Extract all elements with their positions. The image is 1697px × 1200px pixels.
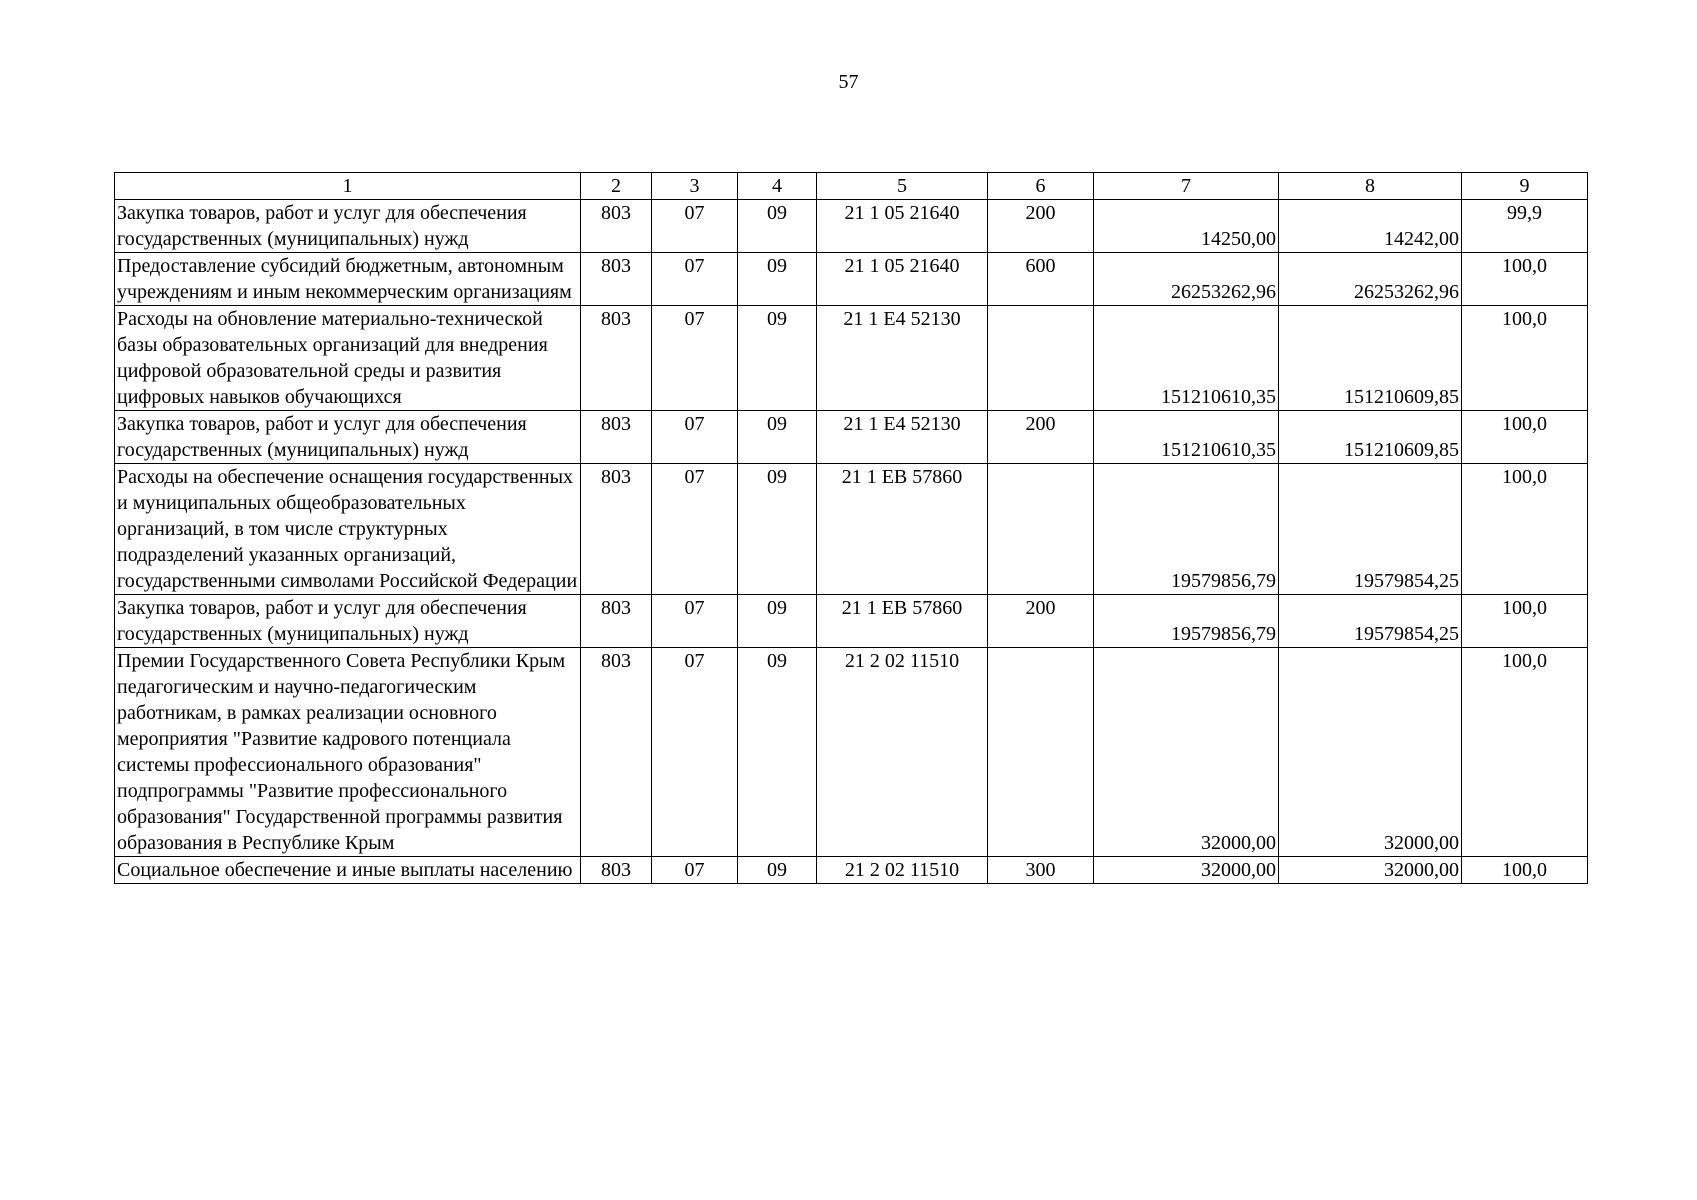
row-plan: 151210610,35 [1094, 411, 1279, 464]
row-pct: 100,0 [1462, 253, 1588, 306]
row-fact: 151210609,85 [1279, 306, 1462, 411]
row-name: Закупка товаров, работ и услуг для обеспечения государственных (муниципальных) нужд [115, 595, 581, 648]
row-rz: 07 [652, 857, 738, 884]
column-header: 9 [1462, 173, 1588, 200]
row-plan: 32000,00 [1094, 857, 1279, 884]
row-csr: 21 2 02 11510 [817, 857, 988, 884]
row-vr [988, 306, 1094, 411]
row-name: Расходы на обновление материально-технической базы образовательных организаций для внедрения цифровой образовательной среды и развития цифровых навыков обучающихся [115, 306, 581, 411]
row-fact: 151210609,85 [1279, 411, 1462, 464]
table-header-row [115, 173, 1588, 200]
row-pr: 09 [738, 857, 817, 884]
row-vr: 200 [988, 411, 1094, 464]
row-csr: 21 1 EB 57860 [817, 595, 988, 648]
column-header: 1 [115, 173, 581, 200]
row-pr: 09 [738, 253, 817, 306]
row-fact: 14242,00 [1279, 200, 1462, 253]
row-fact: 19579854,25 [1279, 464, 1462, 595]
row-name: Закупка товаров, работ и услуг для обеспечения государственных (муниципальных) нужд [115, 200, 581, 253]
row-name: Предоставление субсидий бюджетным, автономным учреждениям и иным некоммерческим организациям [115, 253, 581, 306]
row-plan: 19579856,79 [1094, 595, 1279, 648]
row-ved: 803 [581, 200, 652, 253]
row-pr: 09 [738, 200, 817, 253]
row-pct: 100,0 [1462, 648, 1588, 857]
row-vr [988, 464, 1094, 595]
row-vr [988, 648, 1094, 857]
column-header: 3 [652, 173, 738, 200]
column-header: 2 [581, 173, 652, 200]
row-ved: 803 [581, 411, 652, 464]
row-pct: 99,9 [1462, 200, 1588, 253]
row-csr: 21 1 05 21640 [817, 253, 988, 306]
page-number: 57 [838, 71, 859, 93]
row-fact: 19579854,25 [1279, 595, 1462, 648]
row-rz: 07 [652, 595, 738, 648]
row-plan: 26253262,96 [1094, 253, 1279, 306]
row-vr: 200 [988, 595, 1094, 648]
row-csr: 21 2 02 11510 [817, 648, 988, 857]
column-header: 4 [738, 173, 817, 200]
row-fact: 32000,00 [1279, 648, 1462, 857]
column-header: 5 [817, 173, 988, 200]
row-name: Социальное обеспечение и иные выплаты населению [115, 857, 581, 884]
row-pct: 100,0 [1462, 464, 1588, 595]
row-pr: 09 [738, 464, 817, 595]
row-fact: 26253262,96 [1279, 253, 1462, 306]
row-ved: 803 [581, 464, 652, 595]
row-pr: 09 [738, 411, 817, 464]
row-plan: 14250,00 [1094, 200, 1279, 253]
row-pct: 100,0 [1462, 411, 1588, 464]
row-ved: 803 [581, 595, 652, 648]
table-row [115, 648, 1588, 857]
row-fact: 32000,00 [1279, 857, 1462, 884]
row-vr: 600 [988, 253, 1094, 306]
row-ved: 803 [581, 857, 652, 884]
row-rz: 07 [652, 411, 738, 464]
table-row [115, 253, 1588, 306]
table-row [115, 595, 1588, 648]
row-vr: 300 [988, 857, 1094, 884]
row-rz: 07 [652, 464, 738, 595]
row-ved: 803 [581, 648, 652, 857]
column-header: 8 [1279, 173, 1462, 200]
row-csr: 21 1 E4 52130 [817, 411, 988, 464]
row-name: Расходы на обеспечение оснащения государственных и муниципальных общеобразовательных организаций, в том числе структурных подразделений указанных организаций, государственными символами Российской Федерации [115, 464, 581, 595]
row-pr: 09 [738, 306, 817, 411]
row-name: Закупка товаров, работ и услуг для обеспечения государственных (муниципальных) нужд [115, 411, 581, 464]
row-csr: 21 1 05 21640 [817, 200, 988, 253]
row-rz: 07 [652, 200, 738, 253]
row-vr: 200 [988, 200, 1094, 253]
row-rz: 07 [652, 253, 738, 306]
row-pct: 100,0 [1462, 595, 1588, 648]
row-plan: 151210610,35 [1094, 306, 1279, 411]
column-header: 7 [1094, 173, 1279, 200]
row-ved: 803 [581, 253, 652, 306]
row-csr: 21 1 E4 52130 [817, 306, 988, 411]
row-ved: 803 [581, 306, 652, 411]
row-rz: 07 [652, 306, 738, 411]
row-plan: 32000,00 [1094, 648, 1279, 857]
row-name: Премии Государственного Совета Республики Крым педагогическим и научно-педагогическим работникам, в рамках реализации основного мероприятия "Развитие кадрового потенциала системы профессионального образования" подпрограммы "Развитие профессионального образования" Государственной программы развития образования в Республике Крым [115, 648, 581, 857]
table-row [115, 857, 1588, 884]
row-pr: 09 [738, 648, 817, 857]
row-csr: 21 1 EB 57860 [817, 464, 988, 595]
table-row [115, 464, 1588, 595]
row-pct: 100,0 [1462, 857, 1588, 884]
table-row [115, 200, 1588, 253]
row-pct: 100,0 [1462, 306, 1588, 411]
row-plan: 19579856,79 [1094, 464, 1279, 595]
budget-table [114, 172, 1588, 884]
table-row [115, 411, 1588, 464]
row-pr: 09 [738, 595, 817, 648]
row-rz: 07 [652, 648, 738, 857]
table-row [115, 306, 1588, 411]
column-header: 6 [988, 173, 1094, 200]
